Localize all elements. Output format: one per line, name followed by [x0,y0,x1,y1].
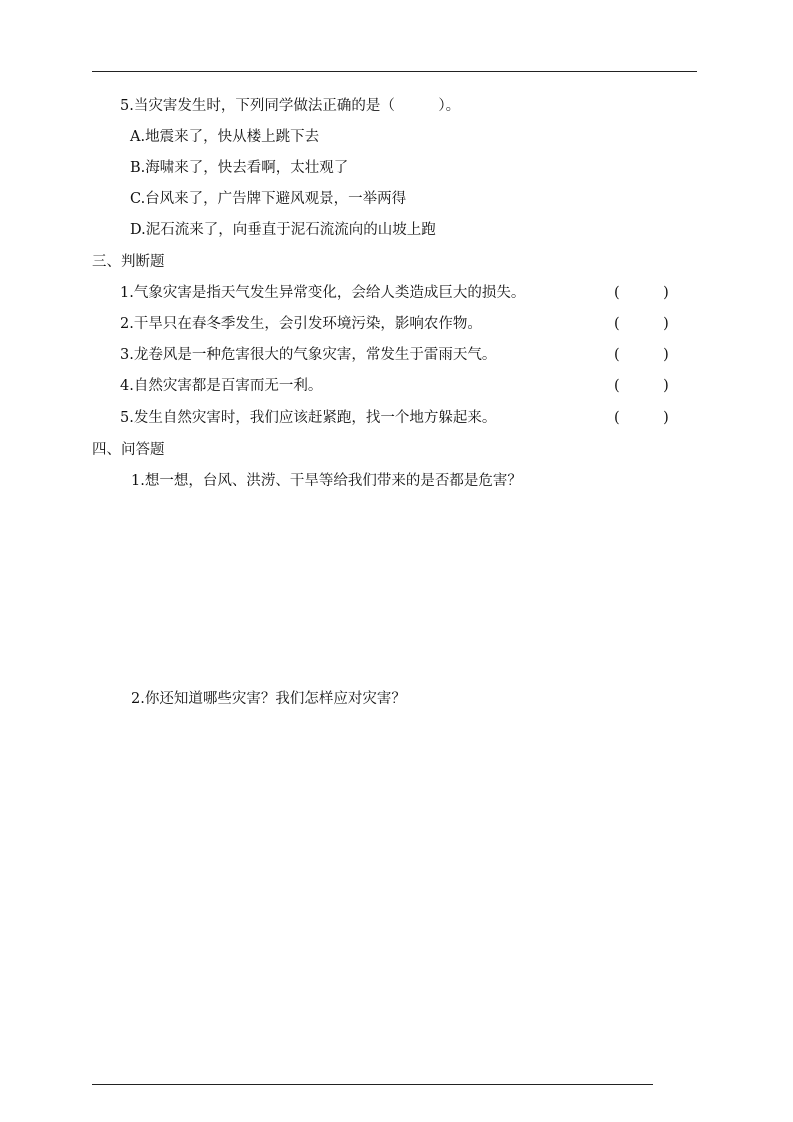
judge-item-4: 4.自然灾害都是百害而无一利。 [120,378,323,394]
essay-question-2: 2.你还知道哪些灾害？我们怎样应对灾害？ [131,691,406,707]
answer-paren-4[interactable]: ( ) [614,378,669,394]
question-5: 5.当灾害发生时，下列同学做法正确的是（ ）。 [120,98,461,114]
answer-paren-3[interactable]: ( ) [614,347,669,363]
answer-paren-5[interactable]: ( ) [614,410,669,426]
option-b: B.海啸来了，快去看啊，太壮观了 [130,160,349,176]
judge-item-2: 2.干旱只在春冬季发生，会引发环境污染，影响农作物。 [120,316,482,332]
essay-question-1: 1.想一想，台风、洪涝、干旱等给我们带来的是否都是危害？ [131,473,522,489]
judge-item-3: 3.龙卷风是一种危害很大的气象灾害，常发生于雷雨天气。 [120,347,497,363]
option-c: C.台风来了，广告牌下避风观景，一举两得 [130,191,407,207]
judge-item-1: 1.气象灾害是指天气发生异常变化，会给人类造成巨大的损失。 [120,285,526,301]
header-rule [92,71,697,72]
answer-paren-2[interactable]: ( ) [614,316,669,332]
option-a: A.地震来了，快从楼上跳下去 [130,129,320,145]
answer-paren-1[interactable]: ( ) [614,285,669,301]
section-4-heading: 四、问答题 [92,442,165,458]
option-d: D.泥石流来了，向垂直于泥石流流向的山坡上跑 [130,222,436,238]
section-3-heading: 三、判断题 [92,254,165,270]
footer-rule [92,1084,653,1085]
judge-item-5: 5.发生自然灾害时，我们应该赶紧跑，找一个地方躲起来。 [120,410,497,426]
